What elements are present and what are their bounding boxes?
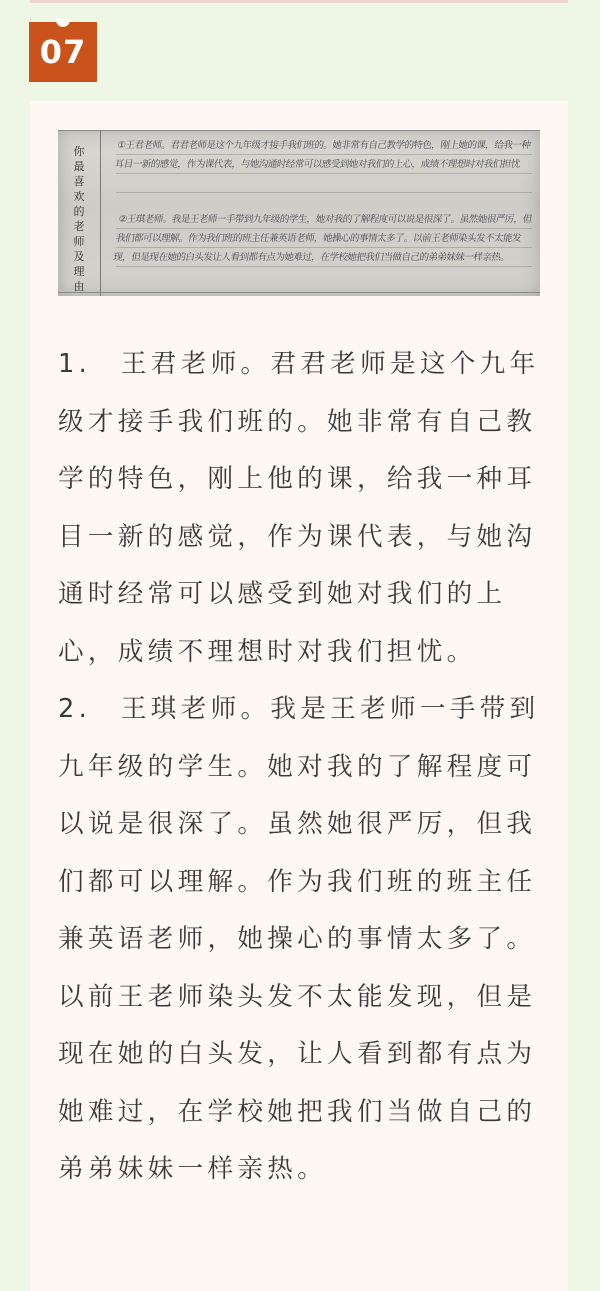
article-body <box>58 336 542 1199</box>
top-divider <box>30 0 568 3</box>
photo-top-rule <box>58 130 540 131</box>
photo-bottom-rule <box>58 292 540 293</box>
photo-handwriting-answer-2: ②王琪老师。我是王老师一手带到九年级的学生，她对我的了解程度可以说是很深了。虽然她很严厉，但我们都可以理解。作为我们班的班主任兼英语老师，她操心的事情太多了。以前王老师染头发不太能发现，但是现在她的白头发让人看到都有点为她难过，在学校她把我们当做自己的弟弟妹妹一样亲热。 <box>112 214 533 263</box>
photo-guide-line <box>116 192 532 193</box>
photo-column-divider <box>100 130 101 296</box>
paragraph-wang-qi: 2. 王琪老师。我是王老师一手带到九年级的学生。她对我的了解程度可以说是很深了。虽然她很严厉，但我们都可以理解。作为我们班的班主任兼英语老师，她操心的事情太多了。以前王老师染头发不太能发现，但是现在她的白头发，让人看到都有点为她难过，在学校她把我们当做自己的弟弟妹妹一样亲热。 <box>58 694 540 1184</box>
photo-question-label: 你最喜欢的老师及理由 <box>73 145 85 293</box>
content-card <box>30 101 568 1291</box>
handwritten-survey-photo <box>58 130 540 296</box>
section-number-badge: 07 <box>29 22 97 82</box>
photo-handwriting-answer-1: ①王君老师。君君老师是这个九年级才接手我们班的。她非常有自己教学的特色，刚上她的课，给我一种耳目一新的感觉，作为课代表，与她沟通时经常可以感受到她对我们的上心，成绩不理想时对我们担忧 <box>113 140 532 170</box>
paragraph-wang-jun: 1. 王君老师。君君老师是这个九年级才接手我们班的。她非常有自己教学的特色，刚上他的课，给我一种耳目一新的感觉，作为课代表，与她沟通时经常可以感受到她对我们的上心，成绩不理想时对我们担忧。 <box>58 349 540 667</box>
